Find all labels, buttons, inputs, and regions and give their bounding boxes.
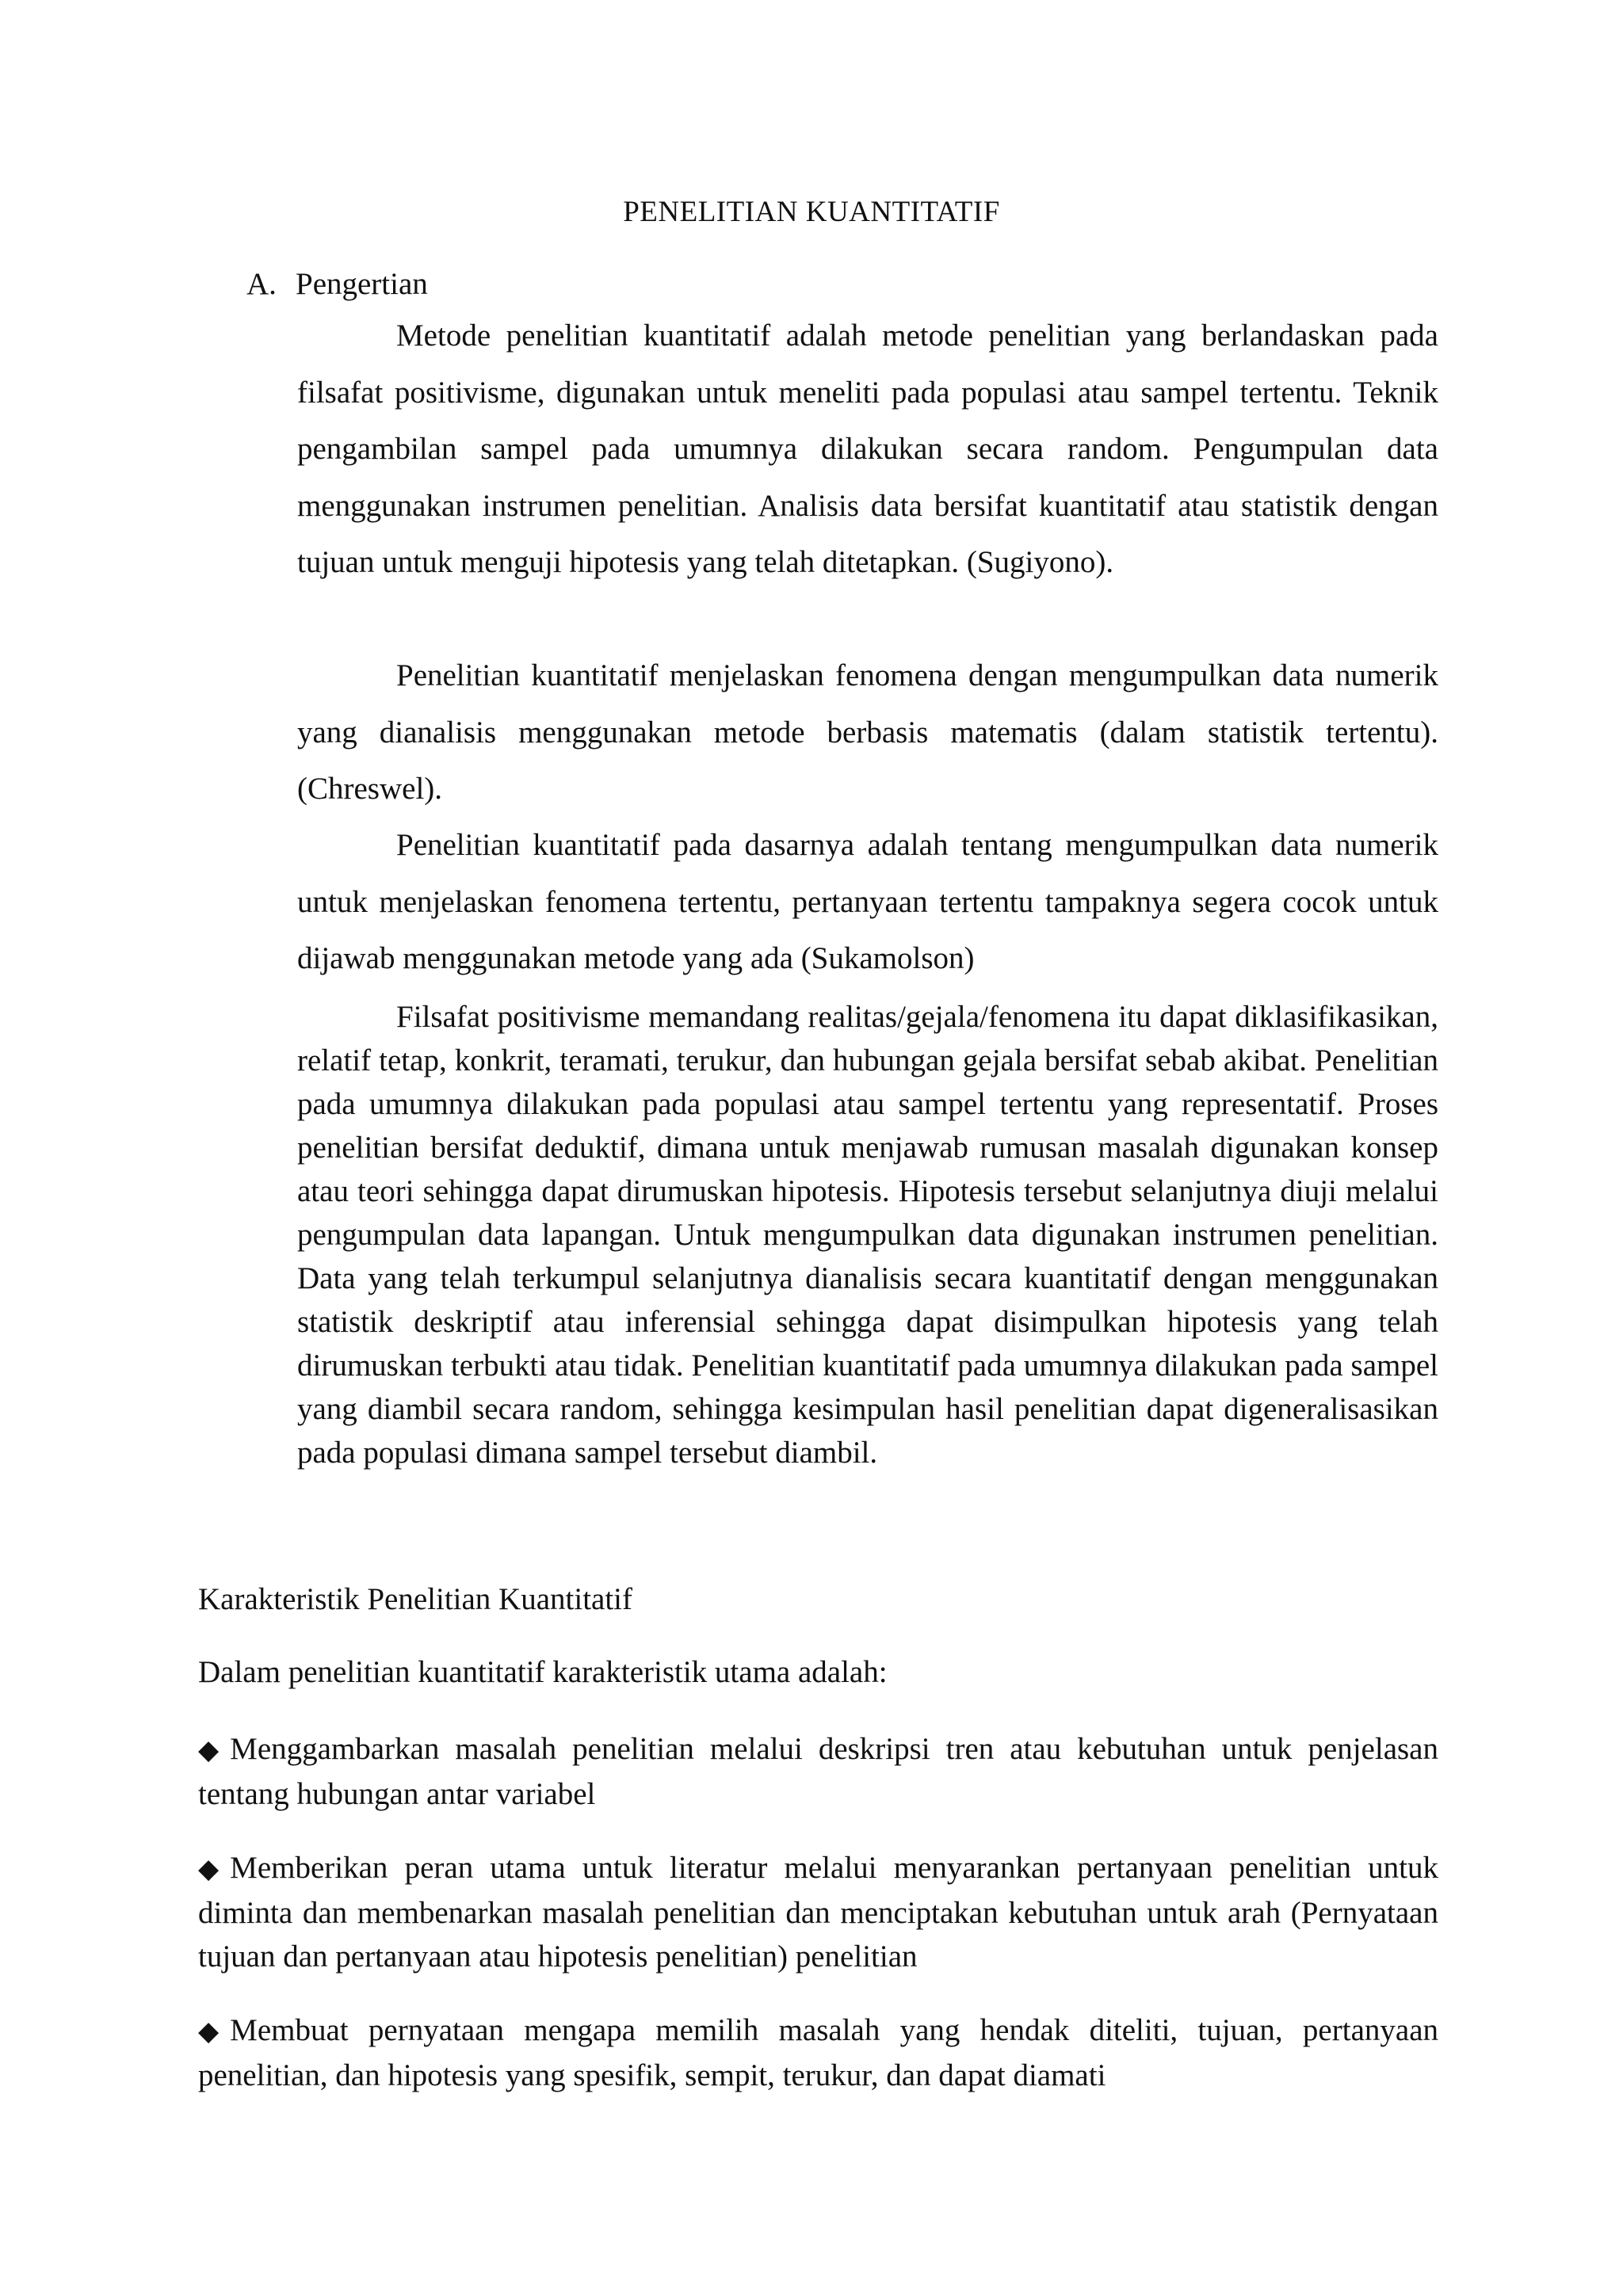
diamond-bullet-icon: ◆ bbox=[198, 1855, 220, 1884]
list-item-text: Menggambarkan masalah penelitian melalui deskripsi tren atau kebutuhan untuk penjelasan tentang hubungan antar variabel bbox=[198, 1732, 1438, 1811]
paragraph-block-1 bbox=[297, 307, 1438, 591]
diamond-bullet-icon: ◆ bbox=[198, 1736, 220, 1765]
characteristics-intro: Dalam penelitian kuantitatif karakteristik utama adalah: bbox=[198, 1655, 888, 1689]
paragraph-definition-sugiyono: Metode penelitian kuantitatif adalah metode penelitian yang berlandaskan pada filsafat positivisme, digunakan untuk meneliti pada populasi atau sampel tertentu. Teknik pengambilan sampel pada umumnya dilakukan secara random. Pengumpulan data menggunakan instrumen penelitian. Analisis data bersifat kuantitatif atau statistik dengan tujuan untuk menguji hipotesis yang telah ditetapkan. (Sugiyono). bbox=[297, 318, 1438, 579]
paragraph-block-3 bbox=[297, 817, 1438, 987]
paragraph-positivism: Filsafat positivisme memandang realitas/gejala/fenomena itu dapat diklasifikasikan, relatif tetap, konkrit, teramati, terukur, dan hubungan gejala bersifat sebab akibat. Penelitian pada umumnya dilakukan pada populasi atau sampel tertentu yang representatif. Proses penelitian bersifat deduktif, dimana untuk menjawab rumusan masalah digunakan konsep atau teori sehingga dapat dirumuskan hipotesis. Hipotesis tersebut selanjutnya diuji melalui pengumpulan data lapangan. Untuk mengumpulkan data digunakan instrumen penelitian. Data yang telah terkumpul selanjutnya dianalisis secara kuantitatif dengan menggunakan statistik deskriptif atau inferensial sehingga dapat disimpulkan hipotesis yang telah dirumuskan terbukti atau tidak. Penelitian kuantitatif pada umumnya dilakukan pada sampel yang diambil secara random, sehingga kesimpulan hasil penelitian dapat digeneralisasikan pada populasi dimana sampel tersebut diambil. bbox=[297, 1000, 1438, 1470]
characteristics-heading: Karakteristik Penelitian Kuantitatif bbox=[198, 1582, 632, 1616]
list-item bbox=[198, 1727, 1438, 1816]
section-heading bbox=[246, 266, 428, 302]
list-item bbox=[198, 2008, 1438, 2097]
paragraph-definition-chreswel: Penelitian kuantitatif menjelaskan fenomena dengan mengumpulkan data numerik yang dianalisis menggunakan metode berbasis matematis (dalam statistik tertentu). (Chreswel). bbox=[297, 658, 1438, 806]
section-heading-text: Pengertian bbox=[296, 267, 428, 301]
diamond-bullet-icon: ◆ bbox=[198, 2017, 220, 2046]
list-item bbox=[198, 1846, 1438, 1978]
paragraph-definition-sukamolson: Penelitian kuantitatif pada dasarnya adalah tentang mengumpulkan data numerik untuk menjelaskan fenomena tertentu, pertanyaan tertentu tampaknya segera cocok untuk dijawab menggunakan metode yang ada (Sukamolson) bbox=[297, 828, 1438, 975]
paragraph-block-2 bbox=[297, 647, 1438, 818]
list-item-text: Membuat pernyataan mengapa memilih masalah yang hendak diteliti, tujuan, pertanyaan penelitian, dan hipotesis yang spesifik, sempit, terukur, dan dapat diamati bbox=[198, 2013, 1438, 2092]
list-item-text: Memberikan peran utama untuk literatur melalui menyarankan pertanyaan penelitian untuk diminta dan membenarkan masalah penelitian dan menciptakan kebutuhan untuk arah (Pernyataan tujuan dan pertanyaan atau hipotesis penelitian) penelitian bbox=[198, 1851, 1438, 1974]
page-title: PENELITIAN KUANTITATIF bbox=[623, 196, 1000, 228]
paragraph-block-4 bbox=[297, 995, 1438, 1474]
section-marker: A. bbox=[246, 267, 277, 301]
